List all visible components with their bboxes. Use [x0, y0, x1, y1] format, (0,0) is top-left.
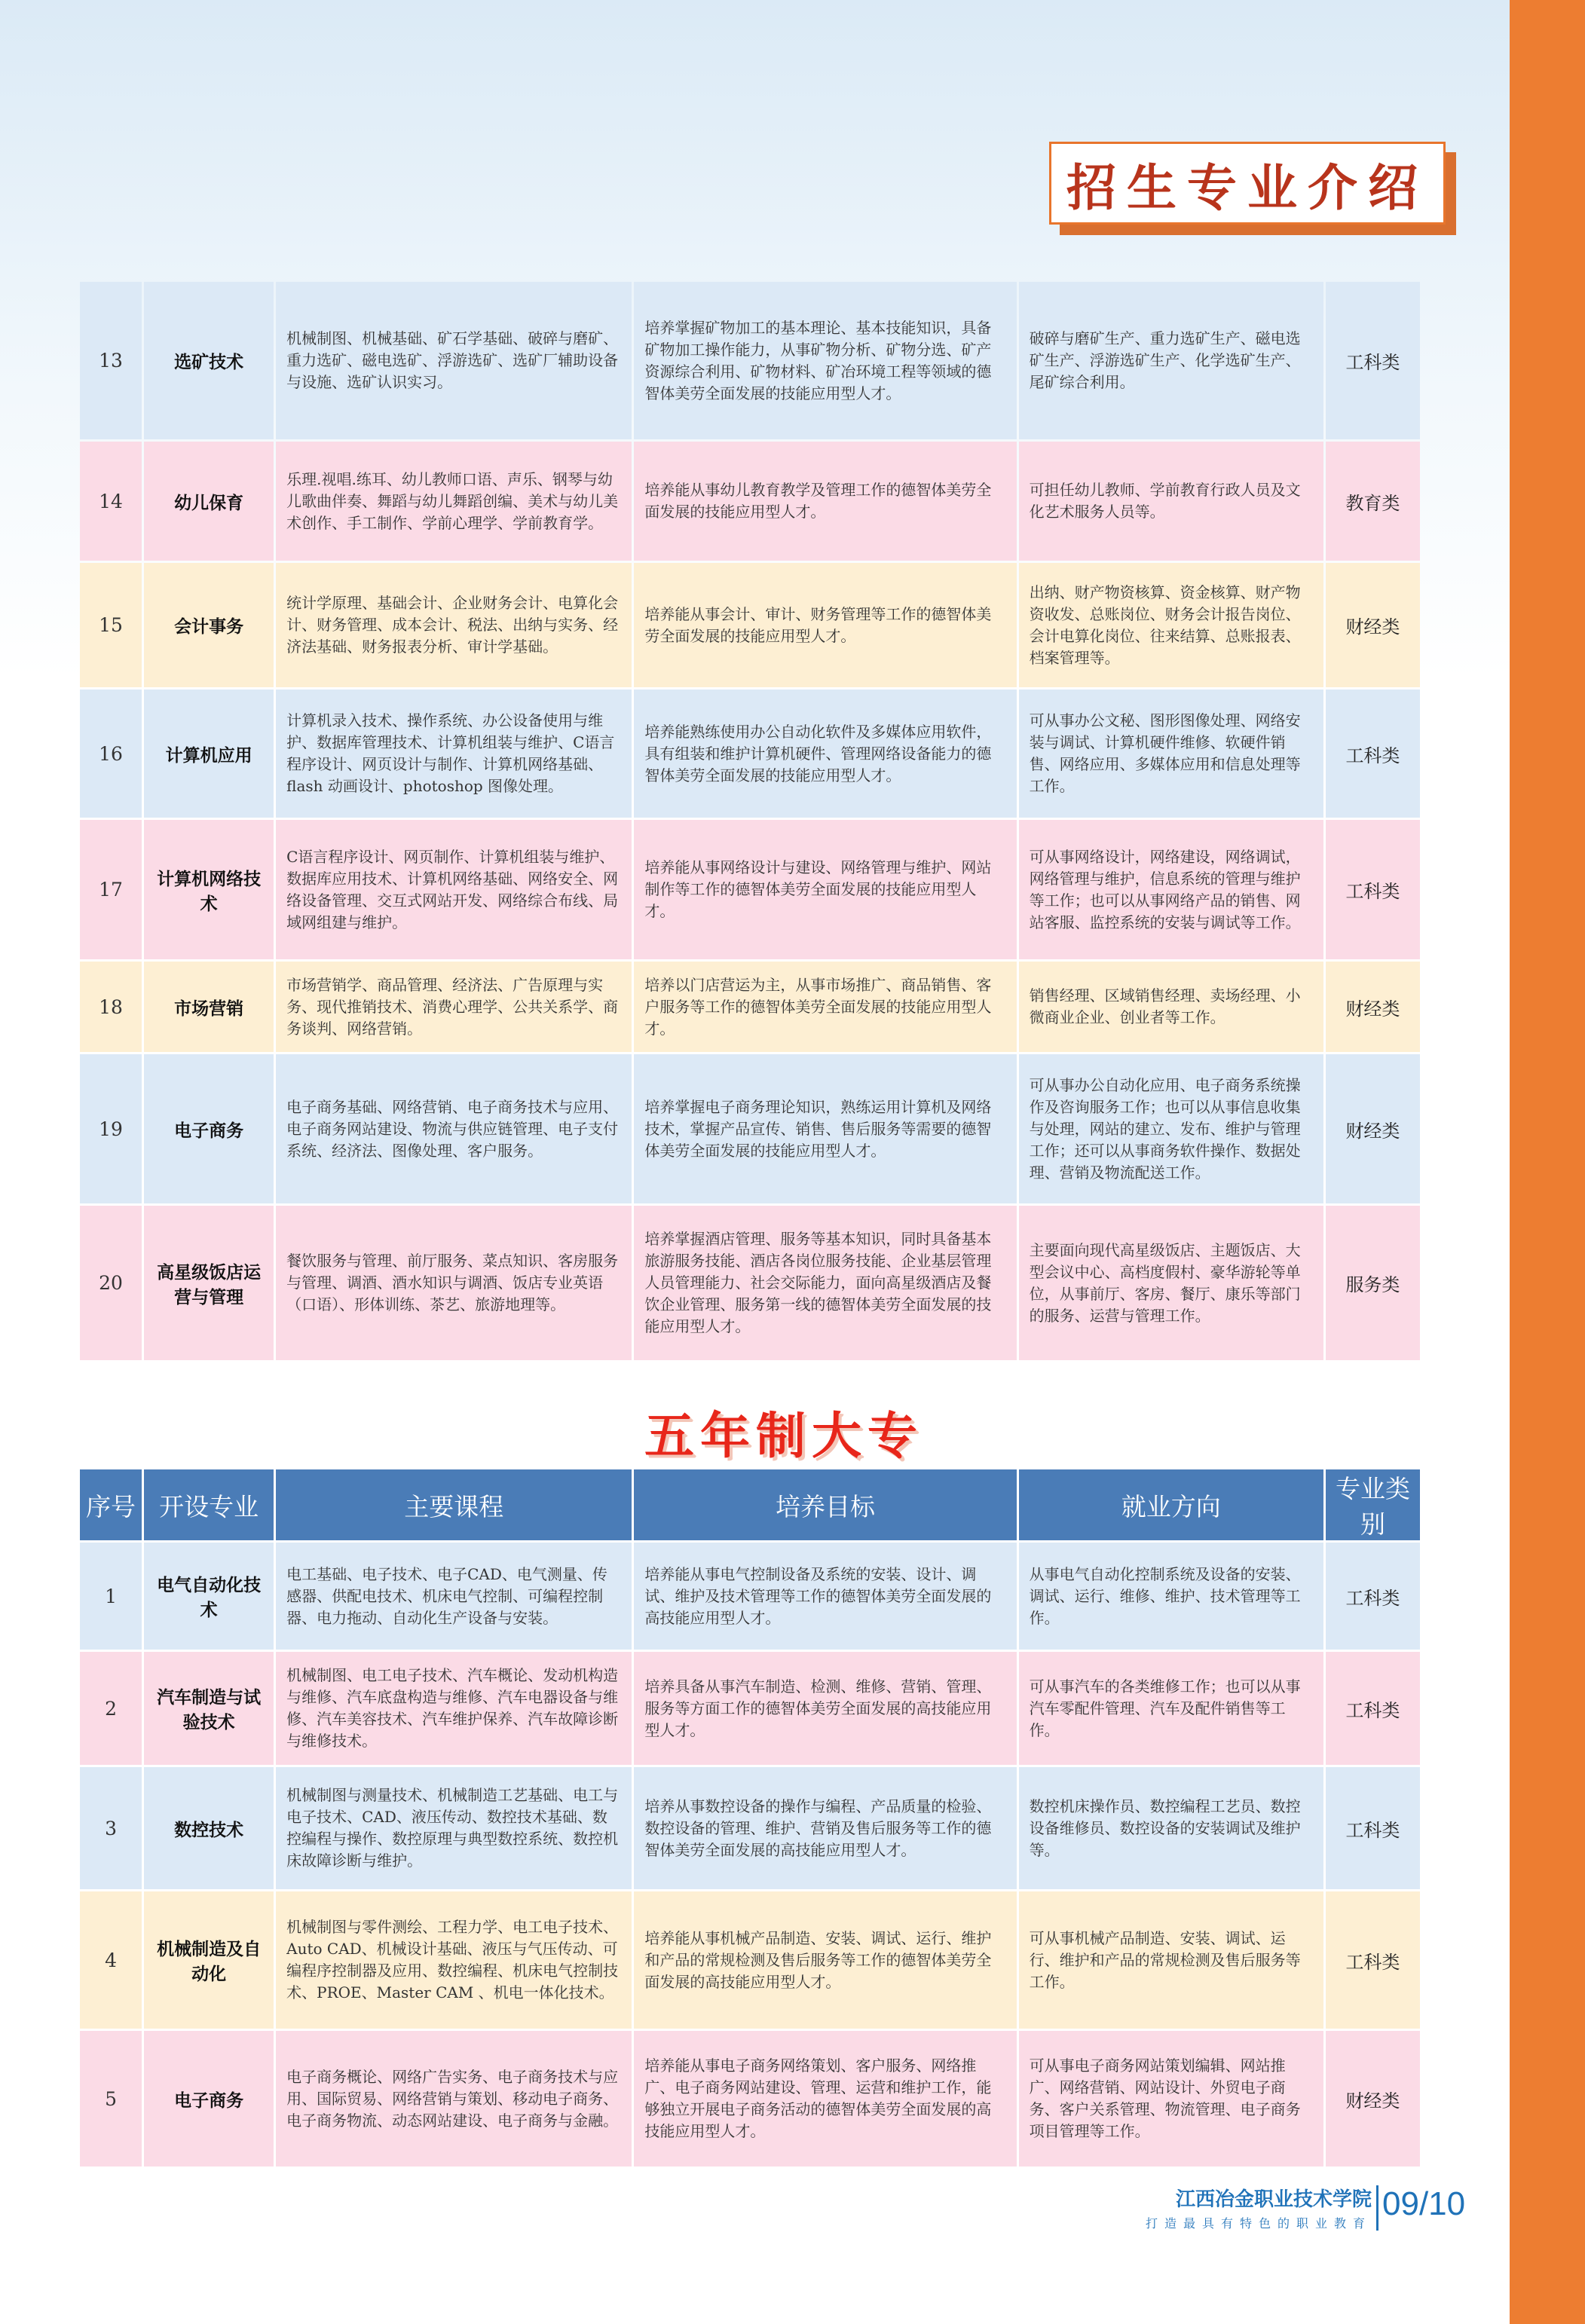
program-category: 财经类 — [1326, 962, 1420, 1052]
training-goal: 培养能从事网络设计与建设、网络管理与维护、网站制作等工作的德智体美劳全面发展的技能应用型人才。 — [634, 820, 1016, 959]
program-category: 工科类 — [1326, 1652, 1420, 1765]
program-name: 计算机应用 — [144, 690, 274, 818]
row-number: 18 — [80, 962, 142, 1052]
main-courses: 市场营销学、商品管理、经济法、广告原理与实务、现代推销技术、消费心理学、公共关系学、商务谈判、网络营销。 — [276, 962, 632, 1052]
header-category: 专业类别 — [1326, 1469, 1420, 1540]
main-courses: 电子商务概论、网络广告实务、电子商务技术与应用、国际贸易、网络营销与策划、移动电子商务、电子商务物流、动态网站建设、电子商务与金融。 — [276, 2031, 632, 2167]
row-number: 13 — [80, 282, 142, 439]
program-category: 财经类 — [1326, 2031, 1420, 2167]
table-row — [80, 2031, 1420, 2167]
header-program: 开设专业 — [144, 1469, 274, 1540]
program-name: 幼儿保育 — [144, 442, 274, 561]
program-name: 汽车制造与试验技术 — [144, 1652, 274, 1765]
header-number: 序号 — [80, 1469, 142, 1540]
table-row — [80, 563, 1420, 687]
program-name: 电子商务 — [144, 1054, 274, 1203]
row-number: 5 — [80, 2031, 142, 2167]
program-category: 工科类 — [1326, 1767, 1420, 1889]
program-category: 服务类 — [1326, 1206, 1420, 1360]
program-category: 教育类 — [1326, 442, 1420, 561]
main-courses: 机械制图、电工电子技术、汽车概论、发动机构造与维修、汽车底盘构造与维修、汽车电器设备与维修、汽车美容技术、汽车维护保养、汽车故障诊断与维修技术。 — [276, 1652, 632, 1765]
row-number: 19 — [80, 1054, 142, 1203]
training-goal: 培养从事数控设备的操作与编程、产品质量的检验、数控设备的管理、维护、营销及售后服务等工作的德智体美劳全面发展的高技能应用型人才。 — [634, 1767, 1016, 1889]
main-courses: 机械制图与测量技术、机械制造工艺基础、电工与电子技术、CAD、液压传动、数控技术基础、数控编程与操作、数控原理与典型数控系统、数控机床故障诊断与维护。 — [276, 1767, 632, 1889]
section-title-five-year: 五年制大专 — [644, 1407, 923, 1465]
main-courses: 电工基础、电子技术、电子CAD、电气测量、传感器、供配电技术、机床电气控制、可编程控制器、电力拖动、自动化生产设备与安装。 — [276, 1543, 632, 1650]
footer-school-name: 江西冶金职业技术学院 — [1175, 2188, 1372, 2211]
footer-slogan: 打造最具有特色的职业教育 — [1145, 2216, 1372, 2231]
row-number: 4 — [80, 1891, 142, 2029]
main-courses: 电子商务基础、网络营销、电子商务技术与应用、电子商务网站建设、物流与供应链管理、电子支付系统、经济法、图像处理、客户服务。 — [276, 1054, 632, 1203]
program-category: 工科类 — [1326, 1543, 1420, 1650]
career-direction: 可担任幼儿教师、学前教育行政人员及文化艺术服务人员等。 — [1019, 442, 1323, 561]
row-number: 14 — [80, 442, 142, 561]
training-goal: 培养掌握电子商务理论知识，熟练运用计算机及网络技术，掌握产品宣传、销售、售后服务等需要的德智体美劳全面发展的技能应用型人才。 — [634, 1054, 1016, 1203]
table-row — [80, 1054, 1420, 1203]
row-number: 2 — [80, 1652, 142, 1765]
program-name: 会计事务 — [144, 563, 274, 687]
career-direction: 从事电气自动化控制系统及设备的安装、调试、运行、维修、维护、技术管理等工作。 — [1019, 1543, 1323, 1650]
program-category: 财经类 — [1326, 1054, 1420, 1203]
training-goal: 培养掌握酒店管理、服务等基本知识，同时具备基本旅游服务技能、酒店各岗位服务技能、企业基层管理人员管理能力、社会交际能力，面向高星级酒店及餐饮企业管理、服务第一线的德智体美劳全面发展的技能应用型人才。 — [634, 1206, 1016, 1360]
program-category: 工科类 — [1326, 1891, 1420, 2029]
program-table-secondary — [78, 280, 1422, 1362]
career-direction: 主要面向现代高星级饭店、主题饭店、大型会议中心、高档度假村、豪华游轮等单位，从事前厅、客房、餐厅、康乐等部门的服务、运营与管理工作。 — [1019, 1206, 1323, 1360]
table-row — [80, 442, 1420, 561]
program-name: 电子商务 — [144, 2031, 274, 2167]
header-goal: 培养目标 — [634, 1469, 1016, 1540]
program-name: 计算机网络技术 — [144, 820, 274, 959]
program-name: 电气自动化技术 — [144, 1543, 274, 1650]
training-goal: 培养以门店营运为主，从事市场推广、商品销售、客户服务等工作的德智体美劳全面发展的技能应用型人才。 — [634, 962, 1016, 1052]
career-direction: 可从事网络设计，网络建设，网络调试，网络管理与维护，信息系统的管理与维护等工作；也可以从事网络产品的销售、网站客服、监控系统的安装与调试等工作。 — [1019, 820, 1323, 959]
career-direction: 可从事汽车的各类维修工作；也可以从事汽车零配件管理、汽车及配件销售等工作。 — [1019, 1652, 1323, 1765]
table-row — [80, 1767, 1420, 1889]
table-row — [80, 690, 1420, 818]
program-name: 市场营销 — [144, 962, 274, 1052]
training-goal: 培养具备从事汽车制造、检测、维修、营销、管理、服务等方面工作的德智体美劳全面发展的高技能应用型人才。 — [634, 1652, 1016, 1765]
table-header-row — [80, 1469, 1420, 1540]
main-courses: C语言程序设计、网页制作、计算机组装与维护、数据库应用技术、计算机网络基础、网络安全、网络设备管理、交互式网站开发、网络综合布线、局域网组建与维护。 — [276, 820, 632, 959]
career-direction: 可从事办公自动化应用、电子商务系统操作及咨询服务工作；也可以从事信息收集与处理，网站的建立、发布、维护与管理工作；还可以从事商务软件操作、数据处理、营销及物流配送工作。 — [1019, 1054, 1323, 1203]
table-row — [80, 1543, 1420, 1650]
table-row — [80, 962, 1420, 1052]
table-row — [80, 1652, 1420, 1765]
career-direction: 可从事机械产品制造、安装、调试、运行、维护和产品的常规检测及售后服务等工作。 — [1019, 1891, 1323, 2029]
table-row — [80, 1206, 1420, 1360]
program-category: 工科类 — [1326, 690, 1420, 818]
row-number: 16 — [80, 690, 142, 818]
training-goal: 培养能从事会计、审计、财务管理等工作的德智体美劳全面发展的技能应用型人才。 — [634, 563, 1016, 687]
career-direction: 可从事办公文秘、图形图像处理、网络安装与调试、计算机硬件维修、软硬件销售、网络应用、多媒体应用和信息处理等工作。 — [1019, 690, 1323, 818]
career-direction: 出纳、财产物资核算、资金核算、财产物资收发、总账岗位、财务会计报告岗位、会计电算化岗位、往来结算、总账报表、档案管理等。 — [1019, 563, 1323, 687]
header-courses: 主要课程 — [276, 1469, 632, 1540]
program-name: 高星级饭店运营与管理 — [144, 1206, 274, 1360]
table-row — [80, 820, 1420, 959]
main-courses: 计算机录入技术、操作系统、办公设备使用与维护、数据库管理技术、计算机组装与维护、C语言程序设计、网页设计与制作、计算机网络基础、flash 动画设计、photoshop 图像处理。 — [276, 690, 632, 818]
training-goal: 培养能熟练使用办公自动化软件及多媒体应用软件，具有组装和维护计算机硬件、管理网络设备能力的德智体美劳全面发展的技能应用型人才。 — [634, 690, 1016, 818]
footer-divider — [1376, 2185, 1378, 2231]
main-courses: 乐理.视唱.练耳、幼儿教师口语、声乐、钢琴与幼儿歌曲伴奏、舞蹈与幼儿舞蹈创编、美术与幼儿美术创作、手工制作、学前心理学、学前教育学。 — [276, 442, 632, 561]
row-number: 1 — [80, 1543, 142, 1650]
program-name: 机械制造及自动化 — [144, 1891, 274, 2029]
row-number: 20 — [80, 1206, 142, 1360]
row-number: 3 — [80, 1767, 142, 1889]
main-courses: 机械制图与零件测绘、工程力学、电工电子技术、Auto CAD、机械设计基础、液压与气压传动、可编程序控制器及应用、数控编程、机床电气控制技术、PROE、Master CAM 、机电一体化技术。 — [276, 1891, 632, 2029]
table-row — [80, 1891, 1420, 2029]
header-career: 就业方向 — [1019, 1469, 1323, 1540]
main-courses: 机械制图、机械基础、矿石学基础、破碎与磨矿、重力选矿、磁电选矿、浮游选矿、选矿厂辅助设备与设施、选矿认识实习。 — [276, 282, 632, 439]
program-category: 工科类 — [1326, 282, 1420, 439]
career-direction: 数控机床操作员、数控编程工艺员、数控设备维修员、数控设备的安装调试及维护等。 — [1019, 1767, 1323, 1889]
program-name: 数控技术 — [144, 1767, 274, 1889]
table-row — [80, 282, 1420, 439]
training-goal: 培养能从事电子商务网络策划、客户服务、网络推广、电子商务网站建设、管理、运营和维护工作，能够独立开展电子商务活动的德智体美劳全面发展的高技能应用型人才。 — [634, 2031, 1016, 2167]
row-number: 15 — [80, 563, 142, 687]
training-goal: 培养能从事电气控制设备及系统的安装、设计、调试、维护及技术管理等工作的德智体美劳全面发展的高技能应用型人才。 — [634, 1543, 1016, 1650]
training-goal: 培养能从事幼儿教育教学及管理工作的德智体美劳全面发展的技能应用型人才。 — [634, 442, 1016, 561]
career-direction: 销售经理、区域销售经理、卖场经理、小微商业企业、创业者等工作。 — [1019, 962, 1323, 1052]
career-direction: 可从事电子商务网站策划编辑、网站推广、网络营销、网站设计、外贸电子商务、客户关系管理、物流管理、电子商务项目管理等工作。 — [1019, 2031, 1323, 2167]
main-courses: 餐饮服务与管理、前厅服务、菜点知识、客房服务与管理、调酒、酒水知识与调酒、饭店专业英语（口语）、形体训练、茶艺、旅游地理等。 — [276, 1206, 632, 1360]
program-name: 选矿技术 — [144, 282, 274, 439]
training-goal: 培养能从事机械产品制造、安装、调试、运行、维护和产品的常规检测及售后服务等工作的德智体美劳全面发展的高技能应用型人才。 — [634, 1891, 1016, 2029]
program-table-five-year — [78, 1467, 1422, 2169]
page-title-box — [1049, 142, 1446, 225]
side-accent-bar — [1510, 0, 1585, 2324]
row-number: 17 — [80, 820, 142, 959]
page-title: 招生专业介绍 — [1066, 157, 1428, 217]
page-number: 09/10 — [1382, 2185, 1466, 2222]
training-goal: 培养掌握矿物加工的基本理论、基本技能知识，具备矿物加工操作能力，从事矿物分析、矿物分选、矿产资源综合利用、矿物材料、矿冶环境工程等领域的德智体美劳全面发展的技能应用型人才。 — [634, 282, 1016, 439]
program-category: 工科类 — [1326, 820, 1420, 959]
main-courses: 统计学原理、基础会计、企业财务会计、电算化会计、财务管理、成本会计、税法、出纳与实务、经济法基础、财务报表分析、审计学基础。 — [276, 563, 632, 687]
program-category: 财经类 — [1326, 563, 1420, 687]
career-direction: 破碎与磨矿生产、重力选矿生产、磁电选矿生产、浮游选矿生产、化学选矿生产、尾矿综合利用。 — [1019, 282, 1323, 439]
